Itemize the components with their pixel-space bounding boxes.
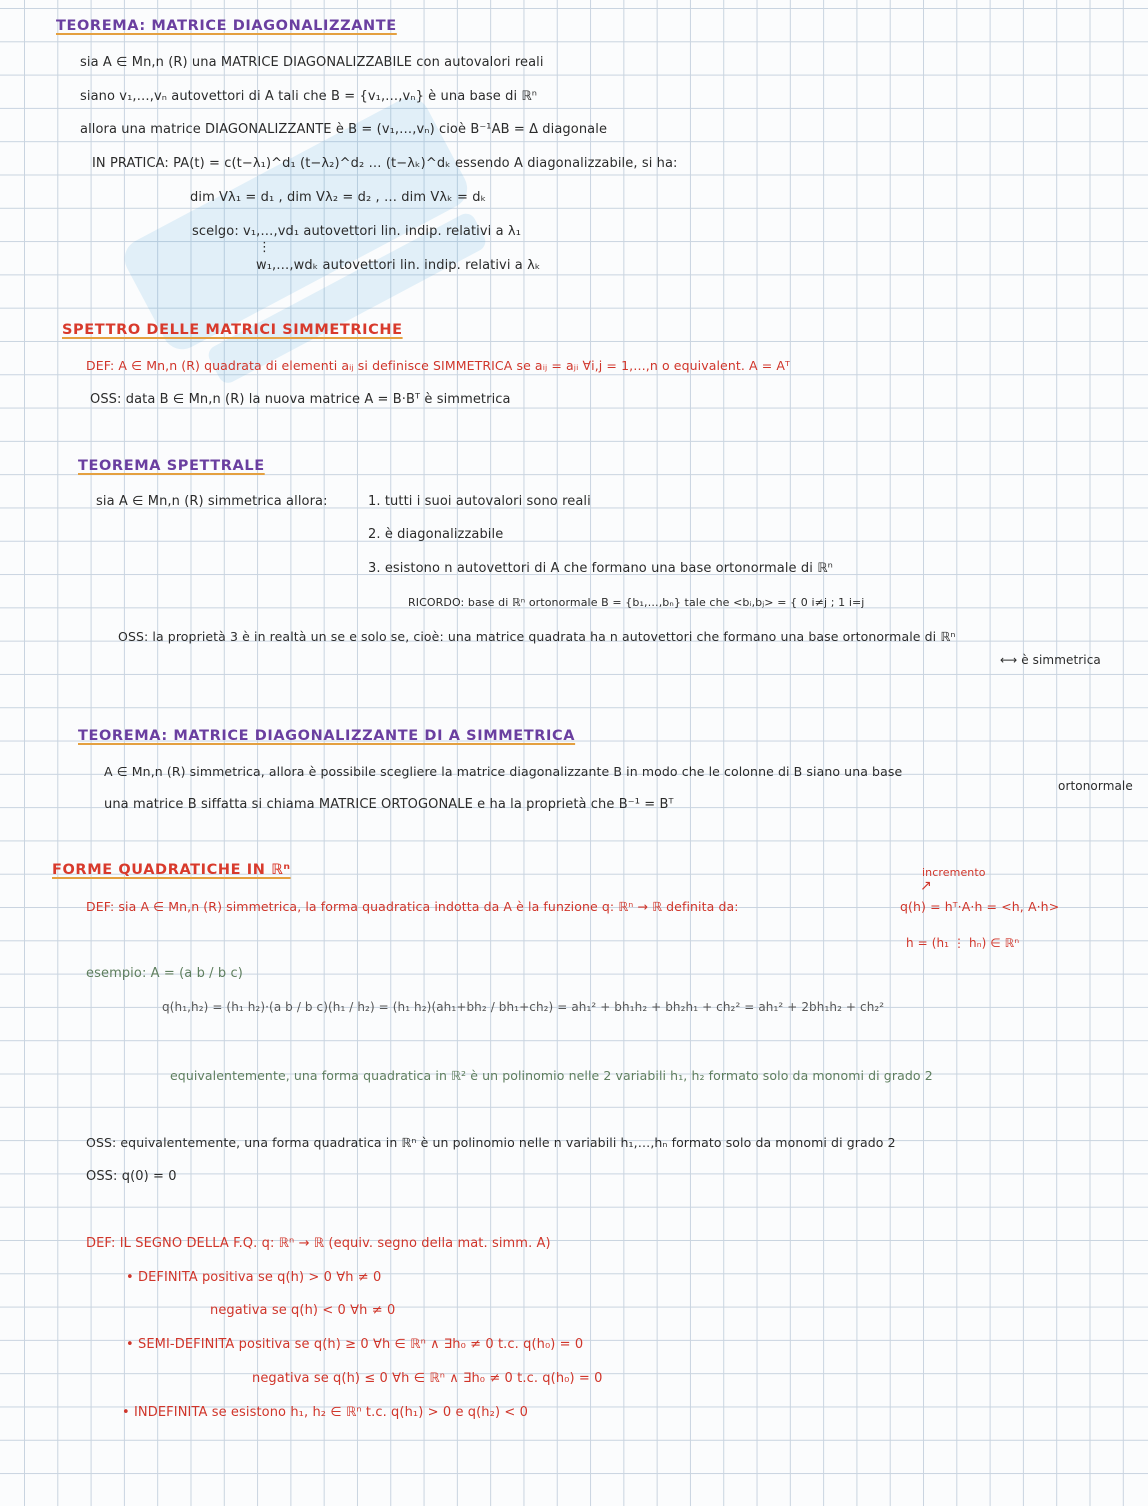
list-item: 1. tutti i suoi autovalori sono reali [368,494,591,509]
example-formula: q(h₁,h₂) = (h₁ h₂)·(a b / b c)(h₁ / h₂) = (h₁ h₂)(ah₁+bh₂ / bh₁+ch₂) = ah₁² + bh₁h₂ + bh₂h₁ + ch₂² = ah₁² + 2bh₁h₂ + ch₂² [162,1000,885,1014]
oss-line: OSS: q(0) = 0 [86,1169,177,1184]
text-line: allora una matrice DIAGONALIZZANTE è B = (v₁,…,vₙ) cioè B⁻¹AB = Δ diagonale [80,122,608,137]
section-title-diagonalizzante: TEOREMA: MATRICE DIAGONALIZZANTE [56,18,397,34]
section-title-forme-quadratiche: FORME QUADRATICHE IN ℝⁿ [52,862,291,878]
text-line: IN PRATICA: PA(t) = c(t−λ₁)^d₁ (t−λ₂)^d₂ … (t−λₖ)^dₖ essendo A diagonalizzabile, si ha: [92,156,678,171]
section-title-spettro: SPETTRO DELLE MATRICI SIMMETRICHE [62,322,403,338]
text-line: scelgo: v₁,…,vd₁ autovettori lin. indip. relativi a λ₁ [192,224,522,239]
text-line: equivalentemente, una forma quadratica in ℝ² è un polinomio nelle 2 variabili h₁, h₂ formato solo da monomi di grado 2 [170,1068,933,1083]
text-line: w₁,…,wdₖ autovettori lin. indip. relativi a λₖ [256,258,541,273]
arrow-icon: ↗ [920,878,932,894]
list-item: • INDEFINITA se esistono h₁, h₂ ∈ ℝⁿ t.c. q(h₁) > 0 e q(h₂) < 0 [122,1405,528,1420]
definition-line: DEF: IL SEGNO DELLA F.Q. q: ℝⁿ → ℝ (equiv. segno della mat. simm. A) [86,1236,551,1251]
list-item: negativa se q(h) ≤ 0 ∀h ∈ ℝⁿ ∧ ∃h₀ ≠ 0 t.c. q(h₀) = 0 [252,1371,603,1386]
h-vector: h = (h₁ ⋮ hₙ) ∈ ℝⁿ [906,936,1020,950]
list-item: negativa se q(h) < 0 ∀h ≠ 0 [210,1303,396,1318]
section-title-diagonalizzante-simmetrica: TEOREMA: MATRICE DIAGONALIZZANTE DI A SIMMETRICA [78,728,576,744]
incremento-note: incremento [922,866,986,879]
list-item: 2. è diagonalizzabile [368,527,504,542]
ricordo-line: RICORDO: base di ℝⁿ ortonormale B = {b₁,…,bₙ} tale che <bᵢ,bⱼ> = { 0 i≠j ; 1 i=j [408,596,865,609]
oss-line: OSS: la proprietà 3 è in realtà un se e solo se, cioè: una matrice quadrata ha n autovettori che formano una base ortonormale di ℝⁿ [118,629,956,644]
list-item: • SEMI-DEFINITA positiva se q(h) ≥ 0 ∀h ∈ ℝⁿ ∧ ∃h₀ ≠ 0 t.c. q(h₀) = 0 [126,1337,584,1352]
list-item: 3. esistono n autovettori di A che formano una base ortonormale di ℝⁿ [368,561,833,576]
oss-line: OSS: data B ∈ Mn,n (R) la nuova matrice A = B·Bᵀ è simmetrica [90,392,511,407]
text-line-end: ortonormale [1058,779,1133,793]
definition-line: DEF: sia A ∈ Mn,n (R) simmetrica, la forma quadratica indotta da A è la funzione q: ℝⁿ → ℝ definita da: [86,899,739,914]
definition-formula: q(h) = hᵀ·A·h = <h, A·h> [900,899,1060,914]
esempio-line: esempio: A = (a b / b c) [86,966,243,981]
text-line: siano v₁,…,vₙ autovettori di A tali che B = {v₁,…,vₙ} è una base di ℝⁿ [80,89,538,104]
text-line: A ∈ Mn,n (R) simmetrica, allora è possibile scegliere la matrice diagonalizzante B in modo che le colonne di B siano una base [104,764,903,779]
text-line: sia A ∈ Mn,n (R) una MATRICE DIAGONALIZZABILE con autovalori reali [80,55,544,70]
section-title-teorema-spettrale: TEOREMA SPETTRALE [78,458,265,474]
text-line: sia A ∈ Mn,n (R) simmetrica allora: [96,494,328,509]
vertical-ellipsis: ⋮ [258,240,272,255]
oss-line-end: ⟷ è simmetrica [1000,653,1101,667]
list-item: • DEFINITA positiva se q(h) > 0 ∀h ≠ 0 [126,1270,382,1285]
oss-line: OSS: equivalentemente, una forma quadratica in ℝⁿ è un polinomio nelle n variabili h₁,…,hₙ formato solo da monomi di grado 2 [86,1135,896,1150]
text-line: dim Vλ₁ = d₁ , dim Vλ₂ = d₂ , … dim Vλₖ = dₖ [190,190,487,205]
text-line: una matrice B siffatta si chiama MATRICE ORTOGONALE e ha la proprietà che B⁻¹ = Bᵀ [104,797,674,812]
definition-line: DEF: A ∈ Mn,n (R) quadrata di elementi aᵢⱼ si definisce SIMMETRICA se aᵢⱼ = aⱼᵢ ∀i,j = 1,…,n o equivalent. A = Aᵀ [86,358,790,373]
